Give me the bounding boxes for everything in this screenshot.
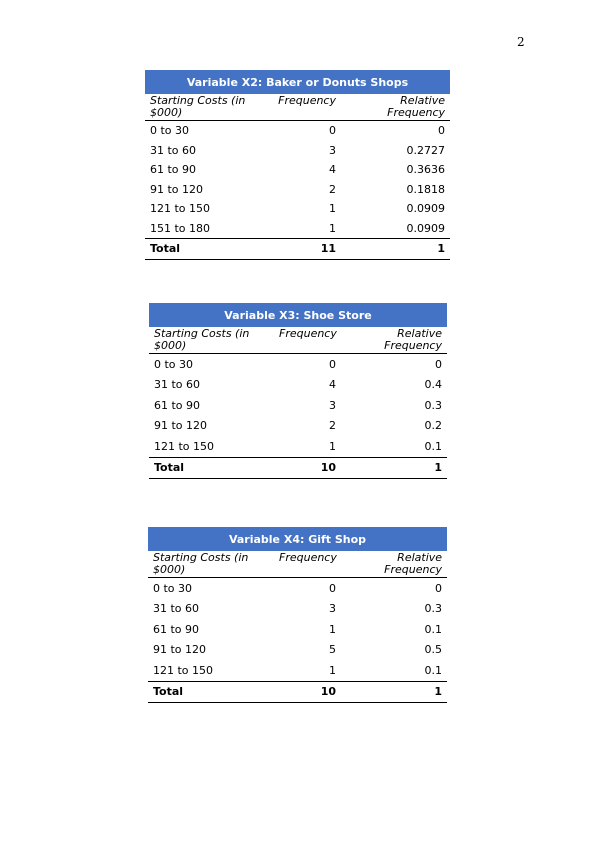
table-title: Variable X4: Gift Shop: [148, 527, 447, 551]
frequency-cell: 0: [329, 581, 336, 595]
table-row: [149, 436, 447, 457]
total-relative-frequency: 1: [341, 457, 447, 479]
cost-range-cell: 31 to 60: [153, 602, 200, 616]
frequency-cell: 3: [329, 398, 336, 412]
total-label: Total: [145, 239, 267, 260]
page-number: 2: [517, 35, 525, 49]
frequency-cell: 5: [329, 643, 336, 657]
column-header-relative-frequency: Relative Frequency: [341, 94, 450, 121]
table-row: [145, 180, 450, 200]
cost-range-cell: 31 to 60: [150, 143, 197, 157]
table-row: [145, 219, 450, 239]
relative-frequency-cell: 0.1818: [406, 182, 446, 196]
cost-range-cell: 61 to 90: [153, 622, 200, 636]
cost-range-cell: 91 to 120: [154, 419, 208, 433]
frequency-cell: 2: [329, 419, 336, 433]
column-header-starting-costs: Starting Costs (in $000): [145, 94, 267, 121]
cost-range-cell: 91 to 120: [150, 182, 204, 196]
total-frequency: 10: [274, 681, 341, 703]
table-row: [145, 199, 450, 219]
relative-frequency-cell: 0: [435, 581, 443, 595]
table-row: [145, 121, 450, 141]
frequency-cell: 1: [329, 622, 336, 636]
table-row: [149, 416, 447, 437]
relative-frequency-cell: 0.4: [424, 378, 442, 392]
cost-range-cell: 121 to 150: [153, 663, 214, 677]
table-row: [148, 599, 447, 620]
frequency-cell: 1: [329, 663, 336, 677]
total-row: [145, 239, 450, 260]
table-title: Variable X3: Shoe Store: [149, 303, 447, 327]
total-relative-frequency: 1: [341, 681, 447, 703]
table-row: [148, 619, 447, 640]
total-label: Total: [148, 681, 274, 703]
table-row: [145, 160, 450, 180]
cost-range-cell: 0 to 30: [150, 124, 190, 138]
column-header-frequency: Frequency: [274, 551, 341, 578]
table-row: [149, 375, 447, 396]
frequency-cell: 1: [329, 221, 336, 235]
frequency-cell: 3: [329, 143, 336, 157]
table-row: [148, 640, 447, 661]
table-row: [148, 660, 447, 681]
column-header-frequency: Frequency: [267, 94, 341, 121]
frequency-cell: 4: [329, 378, 336, 392]
frequency-cell: 3: [329, 602, 336, 616]
relative-frequency-cell: 0.5: [424, 643, 443, 657]
total-row: [148, 681, 447, 703]
relative-frequency-cell: 0.3: [424, 398, 442, 412]
column-header-frequency: Frequency: [274, 327, 341, 354]
cost-range-cell: 121 to 150: [154, 439, 215, 453]
total-frequency: 11: [267, 239, 341, 260]
relative-frequency-cell: 0.3636: [406, 163, 446, 177]
table-row: [149, 354, 447, 375]
table-title: Variable X2: Baker or Donuts Shops: [145, 70, 450, 94]
cost-range-cell: 151 to 180: [150, 221, 211, 235]
relative-frequency-cell: 0.1: [424, 622, 443, 636]
relative-frequency-cell: 0.2727: [406, 143, 446, 157]
relative-frequency-cell: 0.1: [424, 439, 442, 453]
frequency-cell: 1: [329, 202, 336, 216]
cost-range-cell: 0 to 30: [154, 357, 194, 371]
relative-frequency-cell: 0.0909: [406, 202, 446, 216]
total-row: [149, 457, 447, 479]
frequency-cell: 2: [329, 182, 336, 196]
relative-frequency-cell: 0.1: [424, 663, 443, 677]
relative-frequency-cell: 0.0909: [406, 221, 446, 235]
column-header-relative-frequency: Relative Frequency: [341, 551, 447, 578]
cost-range-cell: 0 to 30: [153, 581, 193, 595]
total-frequency: 10: [274, 457, 341, 479]
cost-range-cell: 121 to 150: [150, 202, 211, 216]
column-header-relative-frequency: Relative Frequency: [341, 327, 447, 354]
column-header-starting-costs: Starting Costs (in $000): [148, 551, 274, 578]
frequency-cell: 1: [329, 439, 336, 453]
total-relative-frequency: 1: [341, 239, 450, 260]
frequency-cell: 0: [329, 124, 336, 138]
frequency-table-x2: [145, 70, 450, 260]
relative-frequency-cell: 0: [435, 357, 442, 371]
frequency-table-x4: [148, 527, 447, 703]
table-row: [148, 578, 447, 599]
frequency-table-x3: [149, 303, 447, 479]
table-row: [145, 141, 450, 161]
cost-range-cell: 61 to 90: [150, 163, 197, 177]
relative-frequency-cell: 0.3: [424, 602, 443, 616]
frequency-cell: 0: [329, 357, 336, 371]
cost-range-cell: 31 to 60: [154, 378, 201, 392]
frequency-cell: 4: [329, 163, 336, 177]
relative-frequency-cell: 0: [438, 124, 446, 138]
total-label: Total: [149, 457, 274, 479]
relative-frequency-cell: 0.2: [424, 419, 442, 433]
column-header-starting-costs: Starting Costs (in $000): [149, 327, 274, 354]
cost-range-cell: 61 to 90: [154, 398, 201, 412]
cost-range-cell: 91 to 120: [153, 643, 207, 657]
table-row: [149, 395, 447, 416]
